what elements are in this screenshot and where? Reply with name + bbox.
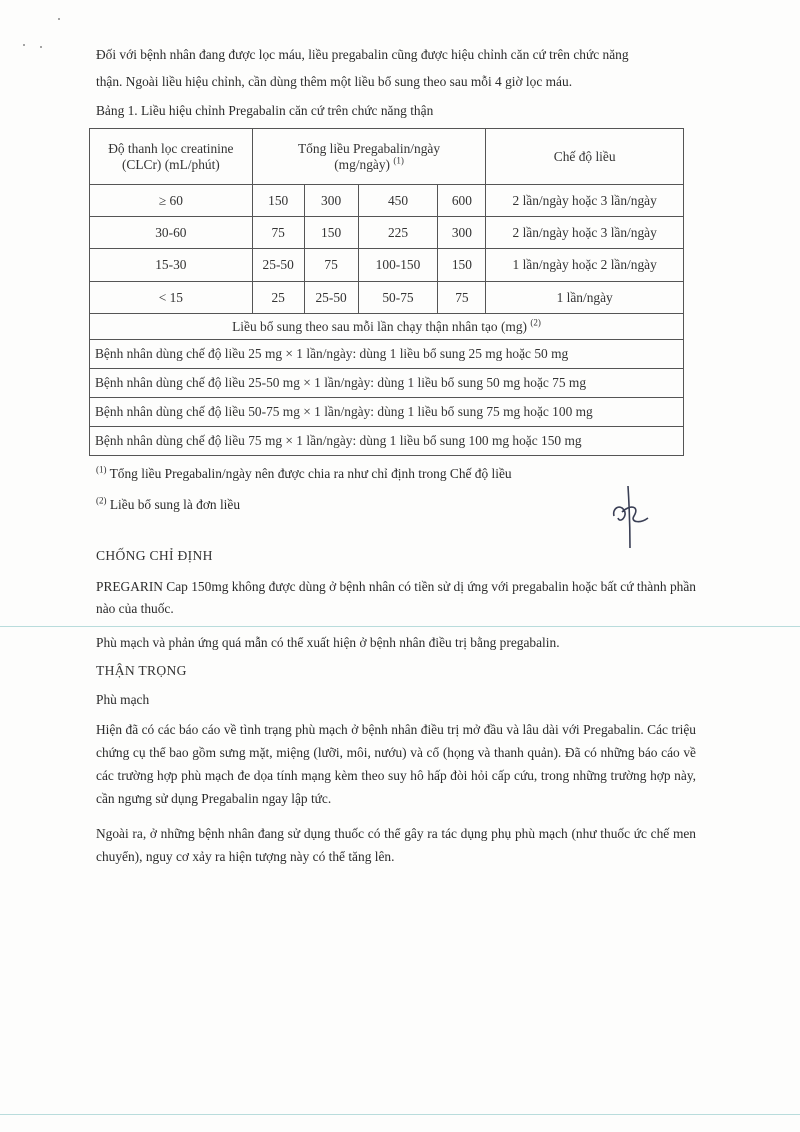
footnote-2: $^{(2)}$ Liều bổ sung là đơn liều <box>96 495 241 512</box>
intro-line-1: Đối với bệnh nhân đang được lọc máu, liều pregabalin cũng được hiệu chỉnh căn cứ trên chức năng <box>96 47 629 62</box>
dose-cell: 25-50 <box>304 282 358 314</box>
table-row <box>90 217 684 249</box>
dose-cell: 75 <box>252 217 304 249</box>
angioedema-subhead: Phù mạch <box>96 692 150 707</box>
supplement-row <box>90 369 684 398</box>
regimen-cell: 2 lần/ngày hoặc 3 lần/ngày <box>486 217 684 249</box>
supplement-title: Liều bổ sung theo sau mỗi lần chạy thận nhân tạo (mg) $^{(2)}$ <box>90 314 684 340</box>
dose-table <box>89 128 684 456</box>
dose-cell: 150 <box>252 185 304 217</box>
total-dose-header: Tổng liều Pregabalin/ngày (mg/ngày) $^{(1)}$ <box>252 129 486 185</box>
scan-speck <box>58 18 60 20</box>
scan-speck <box>23 44 25 46</box>
dose-cell: 75 <box>438 282 486 314</box>
supplement-row <box>90 340 684 369</box>
supplement-title-row <box>90 314 684 340</box>
dose-cell: 75 <box>304 249 358 282</box>
angioedema-text: Hiện đã có các báo cáo về tình trạng phù mạch ở bệnh nhân điều trị mở đầu và lâu dài với Pregabalin. Các triệu chứng cụ thể bao gồm sưng mặt, miệng (lưỡi, môi, nướu) và cổ (họng và thanh quản). Đã có những báo cáo về các trường hợp phù mạch đe dọa tính mạng kèm theo suy hô hấp đòi hỏi cấp cứu, trong những trường hợp này, cần ngưng sử dụng Pregabalin ngay lập tức. <box>96 722 696 806</box>
table-row <box>90 282 684 314</box>
dose-cell: 600 <box>438 185 486 217</box>
footnote-1: $^{(1)}$ Tổng liều Pregabalin/ngày nên được chia ra như chỉ định trong Chế độ liều <box>96 464 512 481</box>
regimen-header: Chế độ liều <box>486 129 684 185</box>
intro-line-2: thận. Ngoài liều hiệu chỉnh, cần dùng thêm một liều bổ sung theo sau mỗi 4 giờ lọc máu. <box>96 74 573 89</box>
clcr-cell: ≥ 60 <box>90 185 253 217</box>
table-header-row <box>90 129 684 185</box>
clcr-cell: 30-60 <box>90 217 253 249</box>
table-caption: Bảng 1. Liều hiệu chỉnh Pregabalin căn cứ trên chức năng thận <box>96 103 434 118</box>
regimen-cell: 1 lần/ngày hoặc 2 lần/ngày <box>486 249 684 282</box>
contraindication-heading: CHỐNG CHỈ ĐỊNH <box>96 548 213 563</box>
supplement-cell: Bệnh nhân dùng chế độ liều 25 mg × 1 lần/ngày: dùng 1 liều bổ sung 25 mg hoặc 50 mg <box>90 340 684 369</box>
supplement-cell: Bệnh nhân dùng chế độ liều 25-50 mg × 1 lần/ngày: dùng 1 liều bổ sung 50 mg hoặc 75 mg <box>90 369 684 398</box>
dose-cell: 25 <box>252 282 304 314</box>
scan-line <box>0 626 800 627</box>
dose-cell: 50-75 <box>358 282 438 314</box>
clcr-cell: < 15 <box>90 282 253 314</box>
dose-cell: 25-50 <box>252 249 304 282</box>
caution-heading: THẬN TRỌNG <box>96 663 187 678</box>
dose-cell: 225 <box>358 217 438 249</box>
scan-speck <box>40 46 42 48</box>
scan-line <box>0 1114 800 1115</box>
table-row <box>90 249 684 282</box>
supplement-row <box>90 427 684 456</box>
dose-cell: 150 <box>438 249 486 282</box>
ace-inhibitor-text: Ngoài ra, ở những bệnh nhân đang sử dụng thuốc có thể gây ra tác dụng phụ phù mạch (như thuốc ức chế men chuyển), nguy cơ xảy ra hiện tượng này có thể tăng lên. <box>96 826 696 864</box>
dose-cell: 300 <box>304 185 358 217</box>
dose-cell: 300 <box>438 217 486 249</box>
contraindication-text-2: Phù mạch và phản ứng quá mẫn có thể xuất hiện ở bệnh nhân điều trị bằng pregabalin. <box>96 635 560 650</box>
table-row <box>90 185 684 217</box>
clcr-header: Độ thanh lọc creatinine (CLCr) (mL/phút) <box>90 129 253 185</box>
contraindication-text: PREGARIN Cap 150mg không được dùng ở bệnh nhân có tiền sử dị ứng với pregabalin hoặc bất cứ thành phần nào của thuốc. <box>96 579 696 616</box>
regimen-cell: 1 lần/ngày <box>486 282 684 314</box>
regimen-cell: 2 lần/ngày hoặc 3 lần/ngày <box>486 185 684 217</box>
supplement-cell: Bệnh nhân dùng chế độ liều 50-75 mg × 1 lần/ngày: dùng 1 liều bổ sung 75 mg hoặc 100 mg <box>90 398 684 427</box>
signature-mark <box>600 482 660 562</box>
supplement-cell: Bệnh nhân dùng chế độ liều 75 mg × 1 lần/ngày: dùng 1 liều bổ sung 100 mg hoặc 150 mg <box>90 427 684 456</box>
dose-cell: 100-150 <box>358 249 438 282</box>
dose-cell: 150 <box>304 217 358 249</box>
dose-cell: 450 <box>358 185 438 217</box>
supplement-row <box>90 398 684 427</box>
clcr-cell: 15-30 <box>90 249 253 282</box>
